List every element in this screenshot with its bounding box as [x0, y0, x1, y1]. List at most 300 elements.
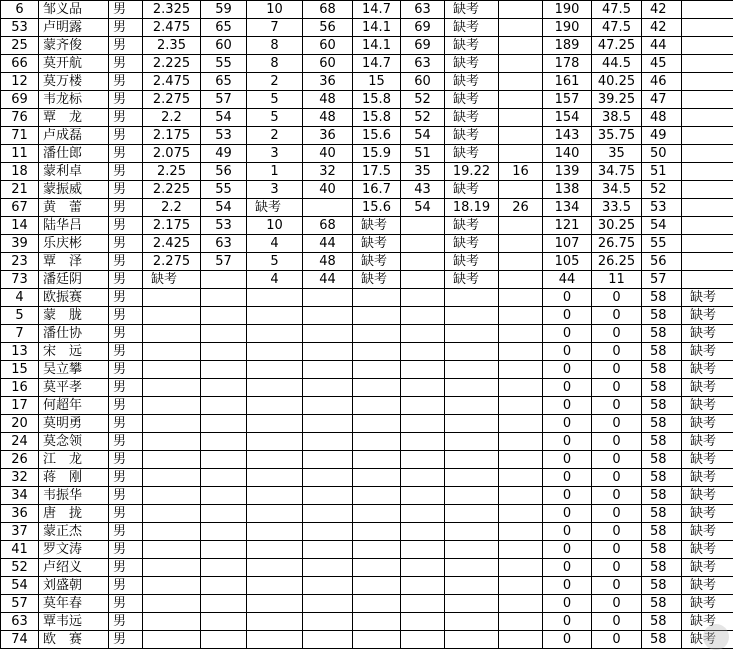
cell-col-d: 2.2	[143, 109, 201, 127]
table-row	[1, 163, 733, 181]
table-row	[1, 379, 733, 397]
cell-col-g	[303, 379, 353, 397]
cell-col-h	[353, 415, 401, 433]
cell-col-d	[143, 631, 201, 649]
cell-col-i	[401, 631, 445, 649]
cell-rank: 50	[642, 145, 682, 163]
table-row	[1, 289, 733, 307]
table-row	[1, 253, 733, 271]
cell-rank: 56	[642, 253, 682, 271]
cell-col-g: 48	[303, 91, 353, 109]
cell-student-no: 67	[1, 199, 39, 217]
cell-col-i: 63	[401, 55, 445, 73]
cell-col-d	[143, 451, 201, 469]
cell-converted-score: 47.25	[592, 37, 642, 55]
cell-col-i: 52	[401, 91, 445, 109]
cell-rank: 58	[642, 469, 682, 487]
cell-rank: 54	[642, 217, 682, 235]
cell-col-e	[201, 343, 247, 361]
cell-col-e: 60	[201, 37, 247, 55]
cell-col-f	[247, 595, 303, 613]
cell-col-i: 54	[401, 199, 445, 217]
cell-col-h: 14.7	[353, 1, 401, 19]
cell-remark	[682, 235, 733, 253]
cell-col-k	[499, 145, 543, 163]
cell-rank: 57	[642, 271, 682, 289]
cell-gender: 男	[109, 469, 143, 487]
cell-gender: 男	[109, 325, 143, 343]
cell-student-name: 潘廷阴	[39, 271, 109, 289]
cell-col-j	[445, 613, 499, 631]
cell-col-j: 缺考	[445, 55, 499, 73]
cell-col-j	[445, 505, 499, 523]
cell-student-name: 刘盛朝	[39, 577, 109, 595]
cell-gender: 男	[109, 127, 143, 145]
cell-col-h	[353, 541, 401, 559]
cell-rank: 58	[642, 613, 682, 631]
cell-rank: 58	[642, 307, 682, 325]
cell-rank: 58	[642, 595, 682, 613]
cell-col-f	[247, 631, 303, 649]
cell-col-j: 缺考	[445, 91, 499, 109]
cell-col-j	[445, 415, 499, 433]
cell-col-d: 2.275	[143, 253, 201, 271]
cell-remark: 缺考	[682, 505, 733, 523]
cell-total-score: 0	[543, 577, 592, 595]
cell-col-d: 2.425	[143, 235, 201, 253]
cell-student-name: 宋 远	[39, 343, 109, 361]
cell-col-j: 19.22	[445, 163, 499, 181]
cell-gender: 男	[109, 559, 143, 577]
cell-col-k	[499, 55, 543, 73]
cell-student-name: 韦振华	[39, 487, 109, 505]
cell-total-score: 189	[543, 37, 592, 55]
cell-gender: 男	[109, 19, 143, 37]
cell-col-d	[143, 415, 201, 433]
table-row	[1, 37, 733, 55]
cell-col-i	[401, 523, 445, 541]
cell-student-name: 罗文涛	[39, 541, 109, 559]
cell-col-g	[303, 343, 353, 361]
cell-gender: 男	[109, 289, 143, 307]
cell-converted-score: 30.25	[592, 217, 642, 235]
cell-col-j	[445, 361, 499, 379]
cell-remark	[682, 109, 733, 127]
cell-col-e	[201, 523, 247, 541]
cell-total-score: 0	[543, 433, 592, 451]
cell-col-f: 1	[247, 163, 303, 181]
cell-total-score: 0	[543, 541, 592, 559]
cell-col-i	[401, 487, 445, 505]
cell-col-h	[353, 577, 401, 595]
cell-remark: 缺考	[682, 289, 733, 307]
table-row	[1, 271, 733, 289]
cell-col-e	[201, 469, 247, 487]
cell-col-h: 14.1	[353, 19, 401, 37]
cell-col-e	[201, 361, 247, 379]
cell-col-h	[353, 595, 401, 613]
cell-col-f: 10	[247, 1, 303, 19]
cell-student-no: 34	[1, 487, 39, 505]
cell-rank: 42	[642, 19, 682, 37]
cell-col-e	[201, 559, 247, 577]
cell-col-e: 55	[201, 55, 247, 73]
cell-col-i: 69	[401, 19, 445, 37]
cell-col-g	[303, 523, 353, 541]
cell-student-name: 蒙齐俊	[39, 37, 109, 55]
cell-total-score: 138	[543, 181, 592, 199]
cell-col-h	[353, 559, 401, 577]
table-row	[1, 631, 733, 649]
cell-gender: 男	[109, 523, 143, 541]
cell-remark: 缺考	[682, 379, 733, 397]
cell-col-i	[401, 415, 445, 433]
cell-col-d	[143, 325, 201, 343]
cell-student-no: 13	[1, 343, 39, 361]
cell-col-f	[247, 325, 303, 343]
cell-col-f: 7	[247, 19, 303, 37]
cell-col-i	[401, 613, 445, 631]
cell-gender: 男	[109, 433, 143, 451]
cell-col-e: 55	[201, 181, 247, 199]
cell-remark: 缺考	[682, 541, 733, 559]
cell-student-no: 69	[1, 91, 39, 109]
cell-remark	[682, 37, 733, 55]
cell-col-g: 44	[303, 271, 353, 289]
cell-col-e: 54	[201, 109, 247, 127]
cell-student-name: 蒙振威	[39, 181, 109, 199]
cell-col-j: 缺考	[445, 145, 499, 163]
cell-total-score: 0	[543, 523, 592, 541]
cell-col-k	[499, 433, 543, 451]
cell-col-i	[401, 559, 445, 577]
cell-converted-score: 0	[592, 433, 642, 451]
cell-rank: 58	[642, 379, 682, 397]
cell-col-d: 2.475	[143, 73, 201, 91]
cell-col-e	[201, 487, 247, 505]
cell-remark	[682, 253, 733, 271]
cell-total-score: 105	[543, 253, 592, 271]
cell-student-no: 16	[1, 379, 39, 397]
cell-col-g	[303, 541, 353, 559]
cell-col-k	[499, 523, 543, 541]
cell-converted-score: 0	[592, 415, 642, 433]
cell-gender: 男	[109, 253, 143, 271]
cell-col-k	[499, 541, 543, 559]
cell-col-k	[499, 343, 543, 361]
cell-rank: 58	[642, 631, 682, 649]
cell-student-name: 莫万楼	[39, 73, 109, 91]
cell-col-f	[247, 577, 303, 595]
cell-col-e	[201, 379, 247, 397]
cell-gender: 男	[109, 379, 143, 397]
cell-rank: 51	[642, 163, 682, 181]
cell-col-i	[401, 451, 445, 469]
cell-converted-score: 44.5	[592, 55, 642, 73]
cell-total-score: 0	[543, 361, 592, 379]
cell-student-name: 潘仕郎	[39, 145, 109, 163]
table-row	[1, 91, 733, 109]
cell-col-f: 4	[247, 271, 303, 289]
cell-converted-score: 0	[592, 613, 642, 631]
cell-col-g	[303, 415, 353, 433]
cell-col-f	[247, 433, 303, 451]
cell-col-g	[303, 199, 353, 217]
cell-col-e: 54	[201, 199, 247, 217]
cell-col-e: 53	[201, 127, 247, 145]
cell-converted-score: 0	[592, 307, 642, 325]
cell-student-name: 邹义品	[39, 1, 109, 19]
cell-col-i: 51	[401, 145, 445, 163]
cell-col-d	[143, 595, 201, 613]
cell-student-name: 莫念领	[39, 433, 109, 451]
cell-col-k	[499, 235, 543, 253]
cell-col-k	[499, 595, 543, 613]
cell-student-no: 25	[1, 37, 39, 55]
score-table-body	[1, 1, 733, 649]
table-row	[1, 235, 733, 253]
cell-col-e: 57	[201, 91, 247, 109]
cell-total-score: 0	[543, 451, 592, 469]
cell-col-e: 53	[201, 217, 247, 235]
cell-student-name: 莫平孝	[39, 379, 109, 397]
cell-col-j: 缺考	[445, 127, 499, 145]
cell-col-f	[247, 397, 303, 415]
cell-col-j: 缺考	[445, 1, 499, 19]
cell-col-h	[353, 451, 401, 469]
watermark-icon	[703, 624, 729, 650]
cell-student-name: 卢明露	[39, 19, 109, 37]
cell-col-h: 15	[353, 73, 401, 91]
cell-student-no: 26	[1, 451, 39, 469]
cell-student-name: 欧振赛	[39, 289, 109, 307]
cell-col-h: 17.5	[353, 163, 401, 181]
cell-col-h: 缺考	[353, 235, 401, 253]
cell-col-f: 5	[247, 91, 303, 109]
cell-col-j	[445, 631, 499, 649]
cell-rank: 58	[642, 289, 682, 307]
cell-student-no: 74	[1, 631, 39, 649]
cell-col-g	[303, 307, 353, 325]
cell-col-k	[499, 181, 543, 199]
cell-col-j: 缺考	[445, 271, 499, 289]
cell-col-i	[401, 253, 445, 271]
cell-col-d: 缺考	[143, 271, 201, 289]
cell-col-d	[143, 541, 201, 559]
cell-student-name: 覃韦远	[39, 613, 109, 631]
cell-col-h: 14.7	[353, 55, 401, 73]
cell-student-no: 15	[1, 361, 39, 379]
cell-col-g: 40	[303, 145, 353, 163]
cell-remark	[682, 271, 733, 289]
cell-col-k	[499, 379, 543, 397]
cell-col-g	[303, 595, 353, 613]
cell-col-e	[201, 271, 247, 289]
cell-col-j	[445, 289, 499, 307]
cell-col-g: 56	[303, 19, 353, 37]
cell-col-k	[499, 577, 543, 595]
cell-student-no: 57	[1, 595, 39, 613]
cell-student-no: 7	[1, 325, 39, 343]
cell-gender: 男	[109, 343, 143, 361]
cell-student-name: 莫年春	[39, 595, 109, 613]
cell-gender: 男	[109, 1, 143, 19]
cell-col-f	[247, 469, 303, 487]
cell-col-g: 36	[303, 73, 353, 91]
cell-col-k: 16	[499, 163, 543, 181]
cell-gender: 男	[109, 235, 143, 253]
cell-col-f	[247, 451, 303, 469]
cell-converted-score: 40.25	[592, 73, 642, 91]
cell-gender: 男	[109, 541, 143, 559]
cell-col-f	[247, 541, 303, 559]
cell-converted-score: 0	[592, 379, 642, 397]
cell-total-score: 0	[543, 469, 592, 487]
cell-rank: 58	[642, 559, 682, 577]
cell-converted-score: 0	[592, 559, 642, 577]
cell-col-g	[303, 613, 353, 631]
cell-rank: 42	[642, 1, 682, 19]
cell-gender: 男	[109, 631, 143, 649]
cell-total-score: 0	[543, 631, 592, 649]
cell-col-f	[247, 289, 303, 307]
cell-converted-score: 47.5	[592, 1, 642, 19]
cell-student-name: 陆华吕	[39, 217, 109, 235]
cell-student-name: 覃 龙	[39, 109, 109, 127]
cell-student-no: 54	[1, 577, 39, 595]
cell-col-e: 56	[201, 163, 247, 181]
cell-rank: 52	[642, 181, 682, 199]
cell-remark	[682, 19, 733, 37]
cell-col-d	[143, 559, 201, 577]
cell-student-no: 36	[1, 505, 39, 523]
cell-remark: 缺考	[682, 577, 733, 595]
cell-col-e: 65	[201, 73, 247, 91]
cell-total-score: 0	[543, 595, 592, 613]
cell-gender: 男	[109, 397, 143, 415]
cell-remark: 缺考	[682, 415, 733, 433]
cell-col-f: 8	[247, 55, 303, 73]
cell-col-h: 15.8	[353, 109, 401, 127]
table-row	[1, 433, 733, 451]
cell-remark	[682, 1, 733, 19]
cell-converted-score: 0	[592, 397, 642, 415]
cell-col-j	[445, 451, 499, 469]
table-row	[1, 181, 733, 199]
cell-col-k	[499, 127, 543, 145]
cell-col-f	[247, 613, 303, 631]
cell-converted-score: 34.5	[592, 181, 642, 199]
table-row	[1, 469, 733, 487]
cell-remark: 缺考	[682, 613, 733, 631]
cell-col-f	[247, 559, 303, 577]
cell-total-score: 0	[543, 415, 592, 433]
cell-col-h	[353, 505, 401, 523]
cell-total-score: 0	[543, 559, 592, 577]
cell-total-score: 107	[543, 235, 592, 253]
cell-col-f	[247, 415, 303, 433]
cell-col-k	[499, 631, 543, 649]
cell-col-h	[353, 361, 401, 379]
cell-col-j: 18.19	[445, 199, 499, 217]
cell-col-g: 48	[303, 253, 353, 271]
cell-col-i	[401, 271, 445, 289]
cell-rank: 58	[642, 343, 682, 361]
cell-total-score: 0	[543, 505, 592, 523]
cell-col-e	[201, 289, 247, 307]
cell-col-e	[201, 613, 247, 631]
cell-col-k	[499, 559, 543, 577]
cell-col-g: 68	[303, 217, 353, 235]
table-row	[1, 613, 733, 631]
cell-col-j	[445, 523, 499, 541]
cell-col-f: 10	[247, 217, 303, 235]
cell-col-d	[143, 307, 201, 325]
cell-col-h	[353, 631, 401, 649]
cell-gender: 男	[109, 487, 143, 505]
cell-total-score: 0	[543, 379, 592, 397]
table-row	[1, 505, 733, 523]
cell-remark: 缺考	[682, 307, 733, 325]
cell-col-e	[201, 505, 247, 523]
cell-gender: 男	[109, 613, 143, 631]
cell-col-h: 缺考	[353, 217, 401, 235]
cell-col-i	[401, 217, 445, 235]
cell-col-e: 57	[201, 253, 247, 271]
cell-converted-score: 0	[592, 487, 642, 505]
cell-student-name: 卢绍义	[39, 559, 109, 577]
cell-student-name: 潘仕协	[39, 325, 109, 343]
cell-remark: 缺考	[682, 343, 733, 361]
cell-col-j: 缺考	[445, 73, 499, 91]
cell-remark: 缺考	[682, 595, 733, 613]
cell-student-name: 卢成磊	[39, 127, 109, 145]
table-row	[1, 415, 733, 433]
cell-student-no: 6	[1, 1, 39, 19]
cell-student-no: 73	[1, 271, 39, 289]
cell-col-e	[201, 415, 247, 433]
cell-converted-score: 0	[592, 325, 642, 343]
cell-remark: 缺考	[682, 559, 733, 577]
cell-col-e: 59	[201, 1, 247, 19]
cell-col-j	[445, 307, 499, 325]
cell-student-name: 莫开航	[39, 55, 109, 73]
cell-rank: 58	[642, 361, 682, 379]
cell-remark	[682, 145, 733, 163]
cell-col-k	[499, 91, 543, 109]
cell-converted-score: 33.5	[592, 199, 642, 217]
cell-col-d: 2.225	[143, 55, 201, 73]
cell-col-h: 15.8	[353, 91, 401, 109]
cell-total-score: 190	[543, 1, 592, 19]
cell-rank: 48	[642, 109, 682, 127]
cell-converted-score: 11	[592, 271, 642, 289]
cell-total-score: 44	[543, 271, 592, 289]
cell-col-k	[499, 37, 543, 55]
cell-col-e: 65	[201, 19, 247, 37]
cell-student-no: 5	[1, 307, 39, 325]
cell-col-k	[499, 505, 543, 523]
cell-student-no: 24	[1, 433, 39, 451]
cell-gender: 男	[109, 91, 143, 109]
cell-col-d	[143, 361, 201, 379]
cell-total-score: 0	[543, 325, 592, 343]
cell-col-i: 60	[401, 73, 445, 91]
cell-col-k	[499, 613, 543, 631]
table-row	[1, 1, 733, 19]
cell-converted-score: 26.25	[592, 253, 642, 271]
cell-col-k	[499, 325, 543, 343]
